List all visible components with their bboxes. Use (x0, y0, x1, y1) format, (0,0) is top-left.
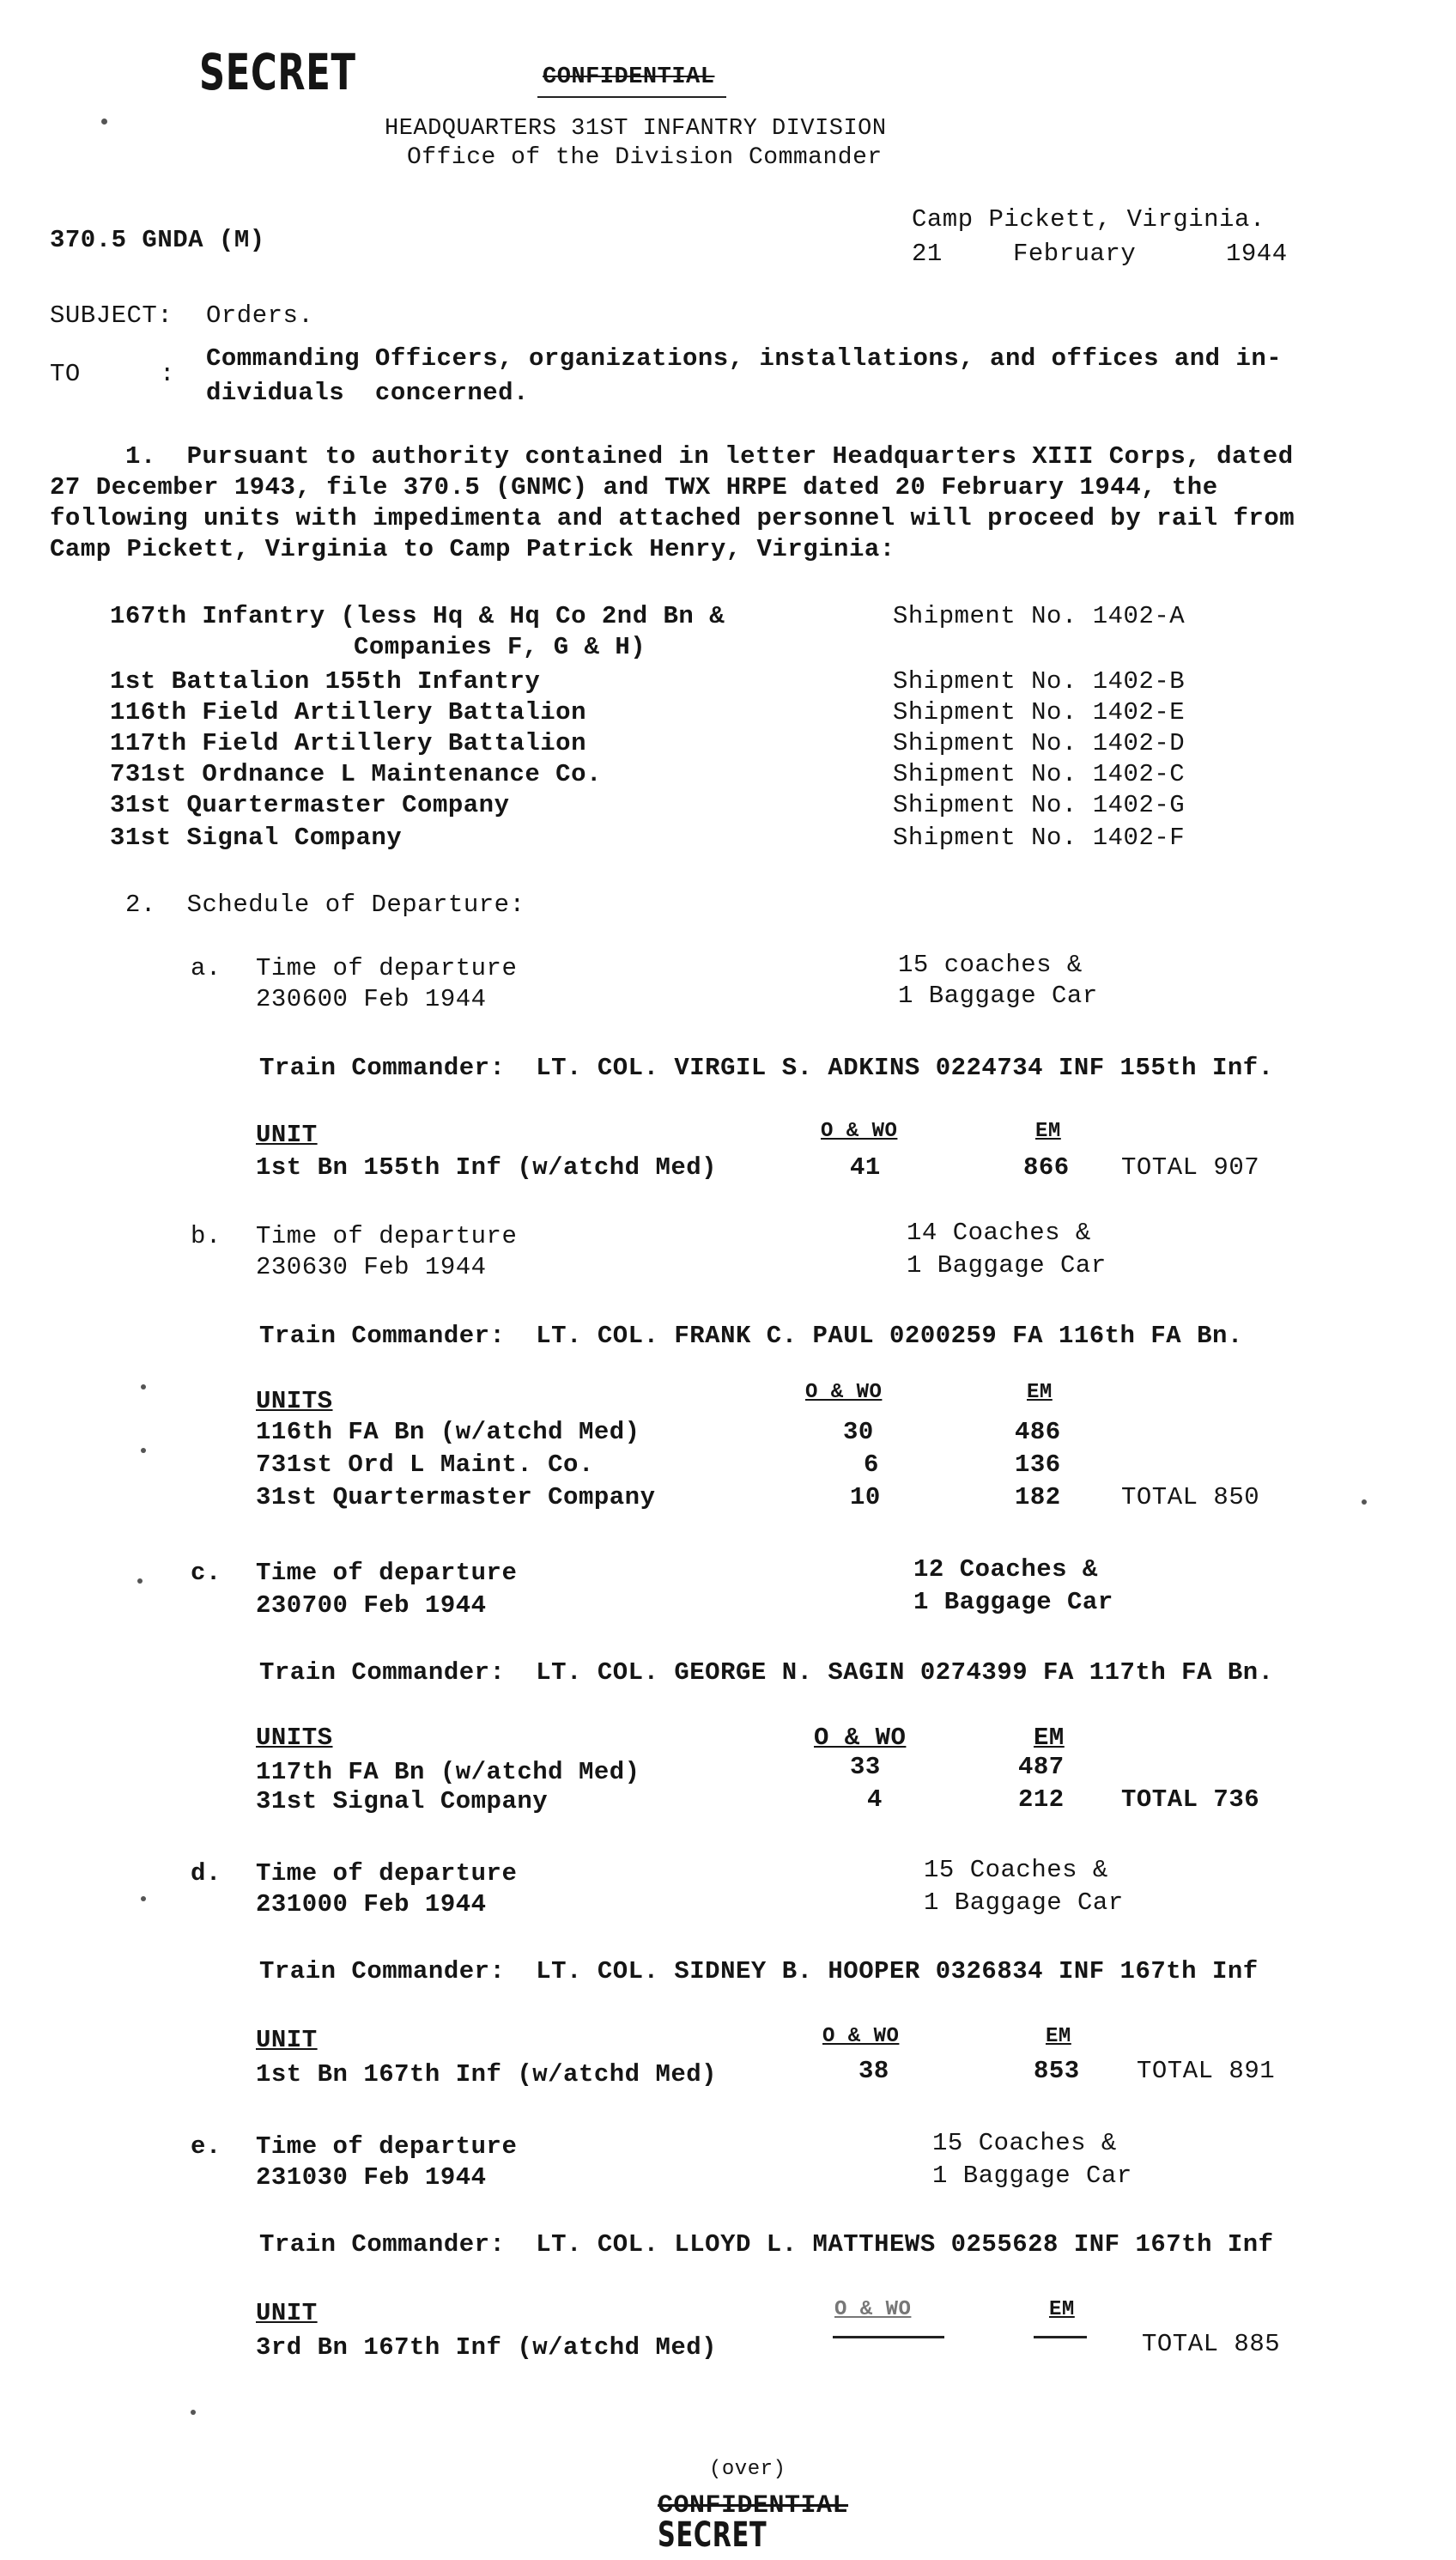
departure-time: 230630 Feb 1944 (256, 1253, 487, 1281)
departure-label: Time of departure (256, 1859, 518, 1888)
unit-row: 731st Ord L Maint. Co. (256, 1450, 594, 1479)
shipment-number: Shipment No. 1402-F (893, 824, 1186, 852)
unit-name: 167th Infantry (less Hq & Hq Co 2nd Bn & (110, 602, 725, 630)
unit-name: 116th Field Artillery Battalion (110, 698, 586, 727)
speck (141, 1448, 146, 1453)
unit-name: 731st Ordnance L Maintenance Co. (110, 760, 602, 788)
shipment-number: Shipment No. 1402-C (893, 760, 1186, 788)
coaches: 15 Coaches & (932, 2129, 1117, 2157)
speck (191, 2410, 196, 2415)
unit-row: 1st Bn 155th Inf (w/atchd Med) (256, 1153, 718, 1182)
subject-text: Orders. (206, 301, 314, 330)
file-reference: 370.5 GNDA (M) (50, 226, 265, 254)
speck (1362, 1499, 1367, 1505)
speck (137, 1578, 143, 1584)
unit-row: 117th FA Bn (w/atchd Med) (256, 1758, 640, 1786)
page-marker: (over) (709, 2458, 786, 2481)
officers-count: 10 (850, 1483, 881, 1511)
officers-rule (833, 2336, 944, 2338)
em-header: EM (1035, 1120, 1061, 1143)
unit-name: 1st Battalion 155th Infantry (110, 667, 541, 696)
departure-time: 230700 Feb 1944 (256, 1591, 487, 1620)
departure-label: Time of departure (256, 954, 518, 982)
place-line: Camp Pickett, Virginia. (912, 205, 1265, 234)
date-month: February (1013, 240, 1137, 268)
unit-header: UNIT (256, 1121, 318, 1149)
officers-header: O & WO (814, 1724, 907, 1752)
em-count: 182 (1015, 1483, 1061, 1511)
baggage-car: 1 Baggage Car (924, 1888, 1124, 1917)
coaches: 15 Coaches & (924, 1856, 1108, 1884)
shipment-number: Shipment No. 1402-G (893, 791, 1186, 819)
unit-name: 31st Signal Company (110, 824, 403, 852)
officers-count: 30 (843, 1418, 874, 1446)
baggage-car: 1 Baggage Car (907, 1251, 1107, 1280)
train-commander: Train Commander: LT. COL. VIRGIL S. ADKINS 0224734 INF 155th Inf. (259, 1054, 1274, 1082)
to-colon: : (160, 360, 175, 388)
departure-time: 231000 Feb 1944 (256, 1890, 487, 1918)
row-total: TOTAL 891 (1137, 2057, 1276, 2085)
unit-name: 117th Field Artillery Battalion (110, 729, 586, 757)
unit-header: UNITS (256, 1387, 333, 1415)
struck-classification-bottom: CONFIDENTIAL (658, 2491, 849, 2520)
departure-label: Time of departure (256, 2132, 518, 2161)
coaches: 15 coaches & (898, 951, 1083, 979)
classification-underline (537, 96, 726, 98)
schedule-letter: c. (191, 1559, 221, 1587)
officers-header: O & WO (805, 1381, 883, 1404)
unit-row: 31st Signal Company (256, 1787, 549, 1815)
speck (141, 1384, 146, 1389)
officers-count: 41 (850, 1153, 881, 1182)
officers-count: 6 (864, 1450, 879, 1479)
row-total: TOTAL 907 (1121, 1153, 1260, 1182)
baggage-car: 1 Baggage Car (932, 2162, 1132, 2190)
para1-line-4: Camp Pickett, Virginia to Camp Patrick Henry, Virginia: (50, 535, 895, 563)
org-heading: HEADQUARTERS 31ST INFANTRY DIVISION (385, 116, 887, 142)
para1-line-3: following units with impedimenta and attached personnel will proceed by rail from (50, 504, 1295, 532)
para2-title: 2. Schedule of Departure: (125, 891, 525, 919)
row-total: TOTAL 885 (1142, 2330, 1281, 2358)
train-commander: Train Commander: LT. COL. LLOYD L. MATTHEWS 0255628 INF 167th Inf (259, 2230, 1274, 2259)
to-label: TO (50, 360, 81, 388)
departure-time: 231030 Feb 1944 (256, 2163, 487, 2192)
em-count: 853 (1034, 2057, 1080, 2085)
officers-count: 4 (867, 1785, 883, 1814)
unit-row: 3rd Bn 167th Inf (w/atchd Med) (256, 2333, 718, 2362)
shipment-number: Shipment No. 1402-D (893, 729, 1186, 757)
unit-header: UNITS (256, 1724, 333, 1752)
officers-header: O & WO (834, 2298, 912, 2321)
unit-row: 1st Bn 167th Inf (w/atchd Med) (256, 2060, 718, 2089)
unit-row: 116th FA Bn (w/atchd Med) (256, 1418, 640, 1446)
schedule-letter: a. (191, 954, 221, 982)
unit-row: 31st Quartermaster Company (256, 1483, 656, 1511)
to-line-1: Commanding Officers, organizations, installations, and offices and in- (206, 344, 1283, 373)
date-year: 1944 (1226, 240, 1288, 268)
em-count: 487 (1018, 1753, 1065, 1781)
shipment-number: Shipment No. 1402-B (893, 667, 1186, 696)
schedule-letter: e. (191, 2132, 221, 2161)
departure-time: 230600 Feb 1944 (256, 985, 487, 1013)
schedule-letter: d. (191, 1859, 221, 1888)
speck (141, 1896, 146, 1901)
baggage-car: 1 Baggage Car (898, 982, 1098, 1010)
em-header: EM (1034, 1724, 1065, 1752)
shipment-number: Shipment No. 1402-A (893, 602, 1186, 630)
em-header: EM (1046, 2025, 1071, 2048)
baggage-car: 1 Baggage Car (913, 1588, 1113, 1616)
officers-count: 33 (850, 1753, 881, 1781)
unit-header: UNIT (256, 2026, 318, 2054)
em-count: 212 (1018, 1785, 1065, 1814)
unit-name: 31st Quartermaster Company (110, 791, 510, 819)
em-count: 486 (1015, 1418, 1061, 1446)
to-line-2: dividuals concerned. (206, 379, 529, 407)
secret-stamp-bottom: SECRET (658, 2515, 767, 2555)
office-heading: Office of the Division Commander (407, 144, 883, 171)
para1-line-1: 1. Pursuant to authority contained in letter Headquarters XIII Corps, dated (125, 442, 1294, 471)
em-header: EM (1027, 1381, 1053, 1404)
em-header: EM (1049, 2298, 1075, 2321)
struck-classification-top: CONFIDENTIAL (543, 64, 715, 90)
unit-name-cont: Companies F, G & H) (354, 633, 646, 661)
coaches: 12 Coaches & (913, 1555, 1098, 1584)
secret-stamp-top: SECRET (199, 43, 356, 101)
train-commander: Train Commander: LT. COL. SIDNEY B. HOOPER 0326834 INF 167th Inf (259, 1957, 1259, 1985)
date-day: 21 (912, 240, 943, 268)
coaches: 14 Coaches & (907, 1219, 1091, 1247)
em-rule (1034, 2336, 1087, 2338)
row-total: TOTAL 850 (1121, 1483, 1260, 1511)
unit-header: UNIT (256, 2299, 318, 2327)
departure-label: Time of departure (256, 1559, 518, 1587)
em-count: 136 (1015, 1450, 1061, 1479)
officers-count: 38 (858, 2057, 889, 2085)
para1-line-2: 27 December 1943, file 370.5 (GNMC) and TWX HRPE dated 20 February 1944, the (50, 473, 1218, 502)
speck (101, 119, 107, 125)
row-total: TOTAL 736 (1121, 1785, 1260, 1814)
shipment-number: Shipment No. 1402-E (893, 698, 1186, 727)
subject-label: SUBJECT: (50, 301, 173, 330)
schedule-letter: b. (191, 1222, 221, 1250)
em-count: 866 (1023, 1153, 1070, 1182)
train-commander: Train Commander: LT. COL. FRANK C. PAUL 0200259 FA 116th FA Bn. (259, 1322, 1243, 1350)
officers-header: O & WO (822, 2025, 900, 2048)
train-commander: Train Commander: LT. COL. GEORGE N. SAGIN 0274399 FA 117th FA Bn. (259, 1658, 1274, 1687)
officers-header: O & WO (821, 1120, 898, 1143)
departure-label: Time of departure (256, 1222, 518, 1250)
